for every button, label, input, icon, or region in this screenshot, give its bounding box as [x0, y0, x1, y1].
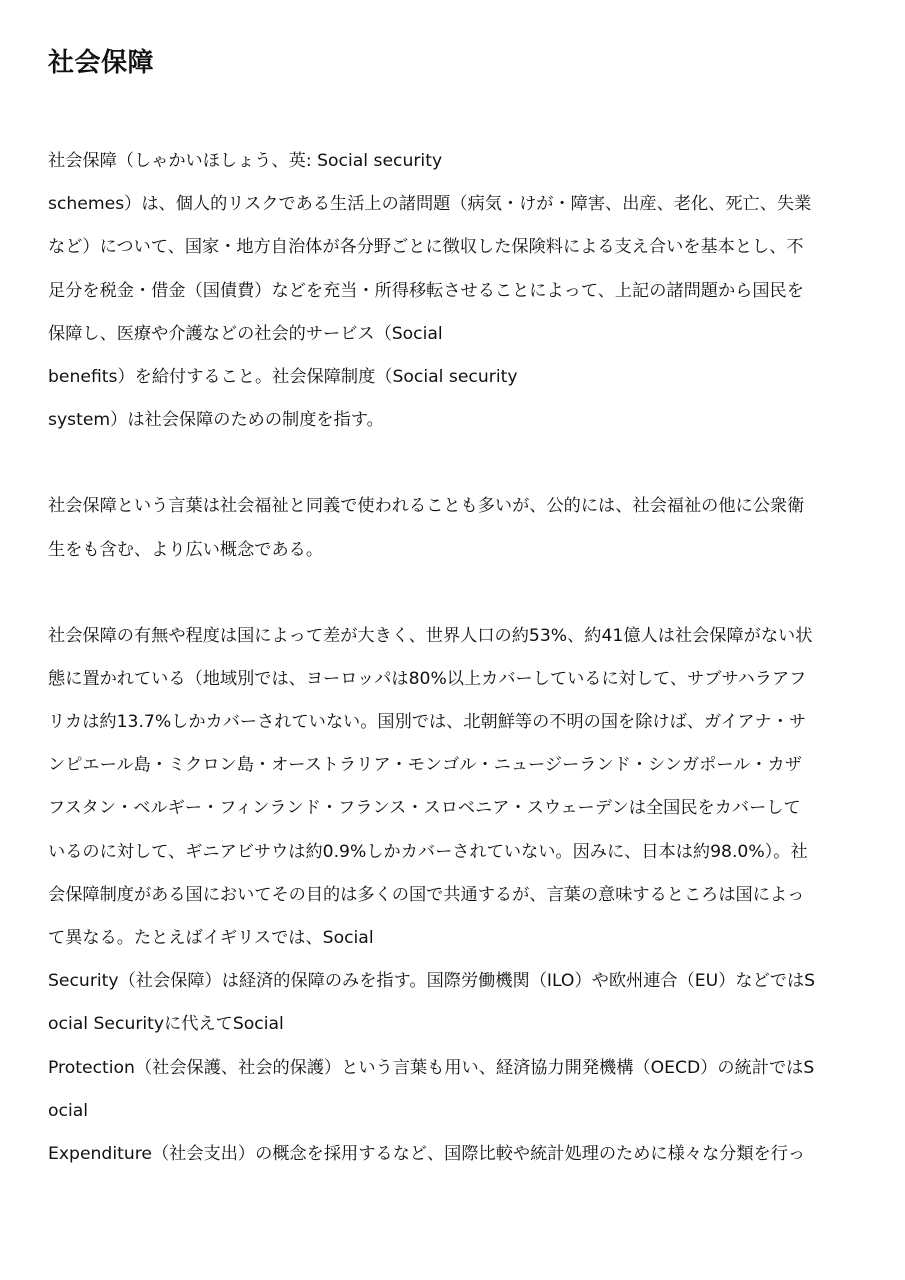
text-line: 社会保障の有無や程度は国によって差が大きく、世界人口の約53%、約41億人は社会保障がない状 — [48, 625, 813, 646]
text-line: 社会保障（しゃかいほしょう、英: Social security — [48, 151, 443, 171]
text-line: 態に置かれている（地域別では、ヨーロッパは80%以上カバーしているに対して、サブサハラアフ — [48, 668, 807, 689]
paragraph-concept — [48, 485, 858, 571]
text-line: て異なる。たとえばイギリスでは、Social — [48, 928, 374, 948]
text-line: system）は社会保障のための制度を指す。 — [48, 410, 384, 431]
text-line: Protection（社会保護、社会的保護）という言葉も用い、経済協力開発機構（OECD）の統計ではS — [48, 1057, 815, 1078]
paragraph-coverage — [48, 615, 858, 1176]
text-line: benefits）を給付すること。社会保障制度（Social security — [48, 366, 518, 387]
text-line: ocial Securityに代えてSocial — [48, 1014, 284, 1035]
text-line: など）について、国家・地方自治体が各分野ごとに徴収した保険料による支え合いを基本とし、不 — [48, 237, 804, 258]
text-line: 生をも含む、より広い概念である。 — [48, 539, 324, 560]
text-line: 足分を税金・借金（国債費）などを充当・所得移転させることによって、上記の諸問題から国民を — [48, 280, 804, 301]
text-line: いるのに対して、ギニアビサウは約0.9%しかカバーされていない。因みに、日本は約98.0%）。社 — [48, 841, 808, 862]
text-line: リカは約13.7%しかカバーされていない。国別では、北朝鮮等の不明の国を除けば、ガイアナ・サ — [48, 712, 807, 733]
text-line: Expenditure（社会支出）の概念を採用するなど、国際比較や統計処理のために様々な分類を行っ — [48, 1143, 806, 1164]
text-line: Security（社会保障）は経済的保障のみを指す。国際労働機関（ILO）や欧州連合（EU）などではS — [48, 971, 816, 992]
paragraph-definition — [48, 140, 858, 442]
text-line: 社会保障という言葉は社会福祉と同義で使われることも多いが、公的には、社会福祉の他に公衆衛 — [48, 496, 805, 517]
text-line: フスタン・ベルギー・フィンランド・フランス・スロベニア・スウェーデンは全国民をカバーして — [48, 798, 801, 819]
text-line: 会保障制度がある国においてその目的は多くの国で共通するが、言葉の意味するところは国によっ — [48, 884, 805, 905]
text-line: schemes）は、個人的リスクである生活上の諸問題（病気・けが・障害、出産、老化、死亡、失業 — [48, 194, 812, 215]
text-line: ocial — [48, 1100, 89, 1121]
document-page — [48, 40, 858, 1219]
text-line: 保障し、医療や介護などの社会的サービス（Social — [48, 323, 443, 344]
page-title: 社会保障 — [48, 48, 155, 78]
text-line: ンピエール島・ミクロン島・オーストラリア・モンゴル・ニュージーランド・シンガポール・カザ — [48, 755, 802, 776]
